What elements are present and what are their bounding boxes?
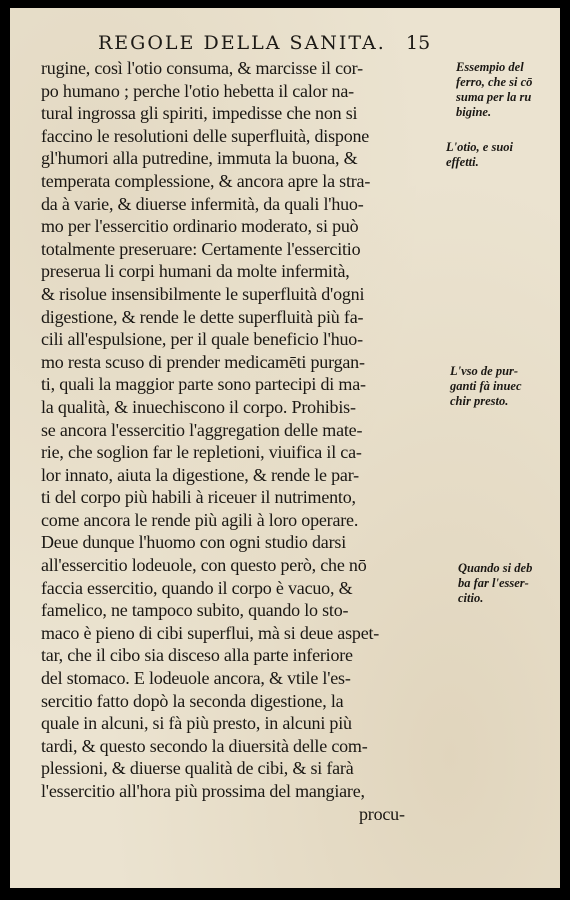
text-line: rugine, così l'otio consuma, & marcisse il cor-: [41, 58, 363, 78]
marginal-note-line: Essempio del: [456, 60, 524, 74]
text-line: come ancora le rende più agili à loro operare.: [41, 509, 359, 530]
marginal-note-line: citio.: [458, 591, 484, 605]
text-line: faccino le resolutioni delle superfluità, dispone: [41, 125, 370, 146]
text-line: famelico, ne tampoco subito, quando lo sto-: [41, 600, 349, 621]
text-line: lor innato, aiuta la digestione, & rende le par-: [41, 464, 359, 485]
text-line: ti, quali la maggior parte sono partecipi di ma-: [41, 374, 366, 395]
text-line: gl'humori alla putredine, immuta la buona, &: [41, 148, 358, 169]
text-line: plessioni, & diuerse qualità de cibi, & si farà: [41, 758, 354, 779]
text-line: Deue dunque l'huomo con ogni studio darsi: [41, 532, 346, 553]
text-line: mo per l'essercitio ordinario moderato, si può: [41, 216, 359, 237]
marginal-note-line: Quando si deb: [458, 561, 533, 575]
marginal-note-idleness: [446, 140, 513, 170]
text-line: & risolue insensibilmente le superfluità d'ogni: [41, 283, 365, 304]
text-line: po humano ; perche l'otio hebetta il calor na-: [41, 80, 354, 101]
marginal-note-line: ferro, che si cō: [456, 75, 533, 89]
text-line: sercitio fatto dopò la seconda digestione, la: [41, 690, 344, 711]
page-number: 15: [406, 32, 431, 54]
marginal-note-purgatives: [450, 364, 522, 409]
text-line: cili all'espulsione, per il quale beneficio l'huo-: [41, 329, 363, 350]
text-line: digestione, & rende le dette superfluità più fa-: [41, 306, 364, 327]
marginal-note-exercise-timing: [458, 561, 532, 606]
text-line: all'essercitio lodeuole, con questo però, che nō: [41, 555, 367, 576]
text-line: la qualità, & inuechiscono il corpo. Prohibis-: [41, 396, 356, 417]
marginal-note-iron-rust: [456, 60, 532, 120]
catchword: procu-: [359, 803, 405, 824]
marginal-note-line: ganti fà inuec: [450, 379, 522, 393]
text-line: l'essercitio all'hora più prossima del mangiare,: [41, 781, 365, 801]
marginal-note-line: L'vso de pur-: [450, 364, 519, 378]
text-line: da à varie, & diuerse infermità, da quali l'huo-: [41, 193, 364, 214]
text-line: mo resta scuso di prender medicamēti purgan-: [41, 351, 365, 372]
marginal-note-line: bigine.: [456, 105, 492, 119]
text-line: tural ingrossa gli spiriti, impedisse che non si: [41, 103, 358, 124]
text-line: ti del corpo più habili à riceuer il nutrimento,: [41, 487, 356, 508]
marginal-note-line: effetti.: [446, 155, 479, 169]
text-line: temperata complessione, & ancora apre la stra-: [41, 170, 371, 191]
text-line: maco è pieno di cibi superflui, mà si deue aspet-: [41, 622, 380, 643]
book-page: [10, 8, 560, 888]
text-line: totalmente preseruare: Certamente l'essercitio: [41, 238, 361, 259]
text-line: tardi, & questo secondo la diuersità delle com-: [41, 735, 368, 756]
text-line: rie, che soglion far le repletioni, viuifica il ca-: [41, 442, 362, 463]
text-line: faccia essercitio, quando il corpo è vacuo, &: [41, 577, 353, 598]
marginal-note-line: suma per la ru: [456, 90, 532, 104]
text-line: quale in alcuni, si fà più presto, in alcuni più: [41, 713, 352, 734]
text-line: preserua li corpi humani da molte infermità,: [41, 261, 350, 282]
body-text: [41, 57, 451, 825]
marginal-note-line: ba far l'esser-: [458, 576, 529, 590]
marginal-note-line: chir presto.: [450, 394, 509, 408]
text-line: tar, che il cibo sia disceso alla parte inferiore: [41, 645, 353, 666]
text-line: se ancora l'essercitio l'aggregation delle mate-: [41, 419, 363, 440]
running-title: REGOLE DELLA SANITA.: [98, 32, 386, 54]
marginal-note-line: L'otio, e suoi: [446, 140, 514, 154]
text-line: del stomaco. E lodeuole ancora, & vtile l'es-: [41, 668, 351, 689]
